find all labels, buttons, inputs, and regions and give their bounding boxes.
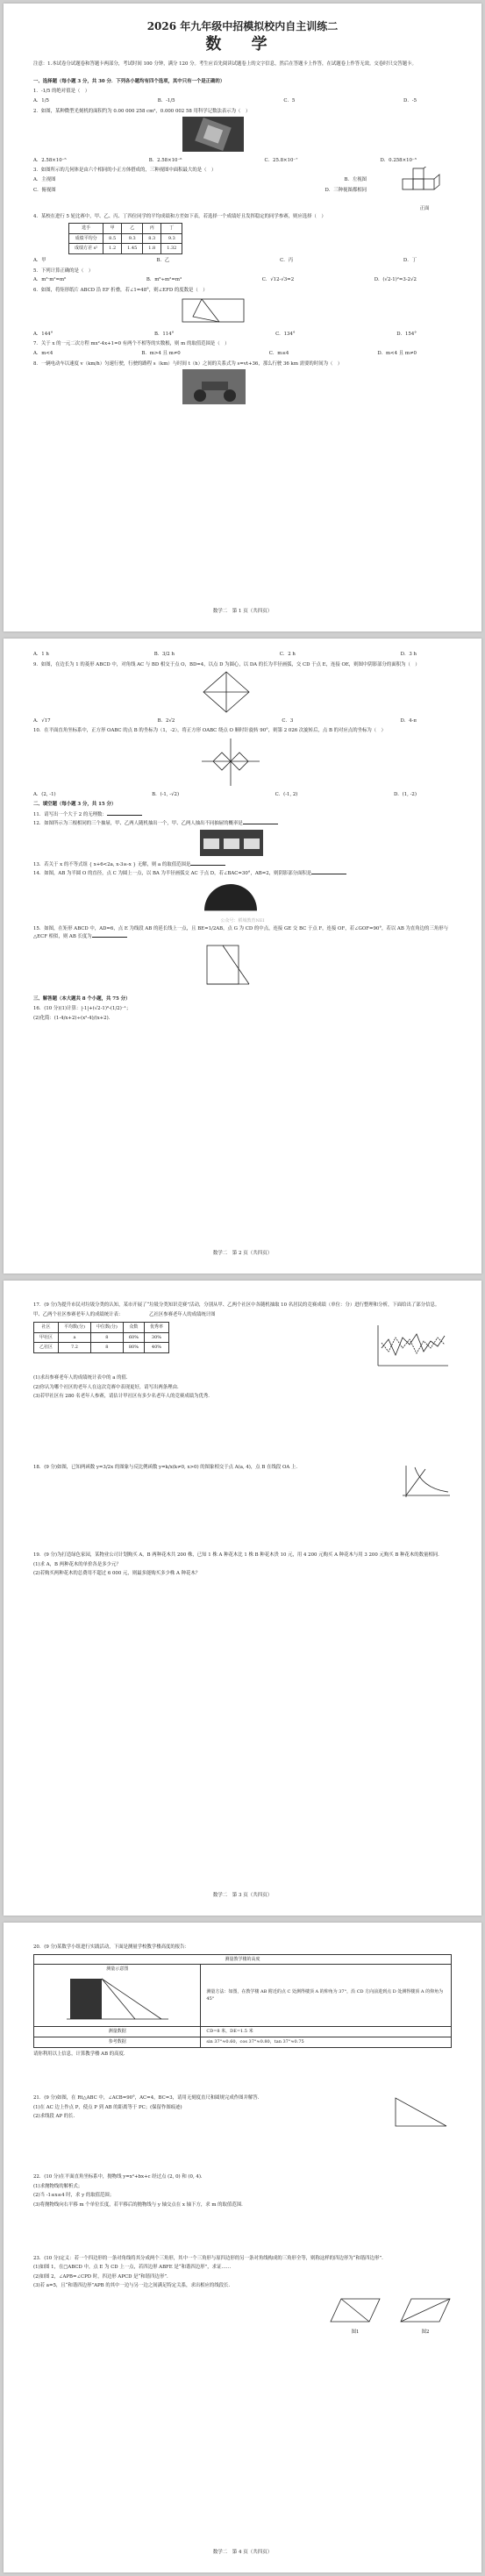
scooter-photo — [182, 369, 246, 404]
q8-options — [33, 651, 452, 659]
table-cell: 7.2 — [59, 1343, 91, 1353]
question-18: 18．(9 分)如图，已知两函数 y=3/2x 的图象与反比例函数 y=k/x(k≠0, x>0) 的图象相交于点 A(a, 4)，点 B 在线段 OA 上． — [33, 1464, 301, 1470]
option: A．m³·m²=m⁶ — [33, 277, 67, 283]
table-cell: 8.5 — [103, 233, 122, 244]
figure-label-2: 图2 — [421, 2329, 430, 2335]
table-cell: 社区 — [34, 1323, 59, 1333]
table-cell: 甲 — [103, 224, 122, 234]
option: C．25.8×10⁻⁷ — [264, 157, 298, 163]
option: A．1 h — [33, 652, 49, 657]
line-chart-figure — [373, 1322, 452, 1371]
report-data-label: 测量数据 — [34, 2027, 201, 2037]
option: C．3 — [282, 717, 294, 724]
table-cell: 选手 — [69, 224, 103, 234]
q17-part-1: (1)求出参赛老年人的成绩统计表中的 a 的值． — [33, 1375, 132, 1381]
question-13: 13．若关于 x 的不等式组 { x+6<2a, x-3≥-x } 无解，则 a 的取值范围是 — [33, 861, 452, 869]
table-cell: 30% — [144, 1332, 168, 1343]
table-cell: 平均数(分) — [59, 1323, 91, 1333]
option: D．0.258×10⁻⁵ — [380, 157, 417, 163]
q22-part-2: (2)当 -1≤x≤4 时，求 y 的取值范围； — [33, 2193, 115, 2199]
q22-part-1: (1)求抛物线的解析式； — [33, 2183, 83, 2189]
option: B．114° — [154, 331, 175, 337]
option: A．√17 — [33, 717, 51, 724]
option: D．3 h — [400, 652, 417, 657]
exam-header: 2026 年九年级中招模拟校内自主训练二 — [146, 20, 339, 32]
section-fill: 二、填空题（每小题 3 分，共 15 分） — [33, 802, 117, 808]
report-table — [33, 1954, 452, 2048]
q23-part-3: (3)若 a=5，且“和谐四边形”APB 的其中一边与另一边之间满足特定关系，求出相应的线段长． — [33, 2283, 233, 2289]
option: A．144° — [33, 331, 53, 337]
cube-figure — [397, 167, 452, 202]
table-cell: 甲社区 — [34, 1332, 59, 1343]
option: C．5 — [283, 97, 296, 103]
question-21: 21．(9 分)如图，在 Rt△ABC 中，∠ACB=90°，AC=4，BC=3，请用无刻度直尺和圆规完成作图并解答． — [33, 2095, 263, 2101]
question-3: 3．如图所示的几何体是由六个相同的小正方体搭成的，三种视图中面积最大的是（ ） — [33, 168, 217, 174]
option: A．2.58×10⁻⁵ — [33, 157, 67, 163]
table-cell: a — [59, 1332, 91, 1343]
front-label: 正面 — [419, 205, 430, 211]
option: B．m>4 且 m≠0 — [141, 351, 181, 357]
table-cell: 8 — [90, 1332, 123, 1343]
option: A．(2, -1) — [33, 791, 56, 797]
q21-part-1: (1)在 AC 边上作点 P，使点 P 到 AB 的距离等于 PC；(保留作图痕迹) — [33, 2104, 182, 2110]
option: C．√12-√3=2 — [261, 277, 295, 283]
drawer-photo — [200, 830, 263, 856]
fold-figure — [174, 296, 253, 327]
option: B．(-1, -√2) — [152, 791, 180, 797]
table-cell: 成绩平均分 — [69, 233, 103, 244]
table-cell: 1.45 — [122, 244, 143, 254]
function-graph-figure — [399, 1464, 452, 1499]
table-cell: 乙社区 — [34, 1343, 59, 1353]
page-footer: 数学二 第 2 页（共四页） — [212, 1251, 273, 1256]
page-footer: 数学二 第 4 页（共四页） — [212, 2550, 273, 2555]
option: C．俯视图 — [33, 187, 56, 193]
q9-options — [33, 717, 452, 725]
rhombus-figure — [200, 670, 253, 714]
square-rotation-figure — [200, 737, 261, 788]
option: B．左视图 — [344, 176, 367, 182]
exam-page-1 — [4, 4, 481, 632]
question-2: 2．如图，某种微型光刻机的面积约为 0.00 000 258 cm²，0.000 002 58 用科学记数法表示为（ ） — [33, 108, 251, 114]
option: C．2 h — [279, 652, 296, 657]
question-17: 17．(9 分)为提升市民对垃圾分类的认知，某市开展了“垃圾分类知识竞赛”活动，分别从甲、乙两个社区中各随机抽取 10 名居民的竞赛成绩（单位：分）进行整理和分析，下面给出了部分信息。 — [33, 1302, 440, 1308]
q20-end: 请你利用以上信息，计算教学楼 AB 的高度． — [33, 2051, 129, 2057]
rectangle-figure — [200, 942, 253, 989]
q17-part-2: (2)你认为哪个社区的老年人在这次竞赛中表现更好，请写出两条理由． — [33, 1384, 182, 1390]
table-cell: 40% — [144, 1343, 168, 1353]
exam-page-4 — [4, 1923, 481, 2572]
q23-part-2: (2)如图 2，∠APB=∠CPD 时，四边形 APCD 是“和谐四边形”． — [33, 2273, 172, 2280]
table-cell: 众数 — [123, 1323, 144, 1333]
table-cell: 1.32 — [161, 244, 182, 254]
section-choice: 一、选择题（每小题 3 分，共 30 分．下列各小题均有四个选项，其中只有一个是正确的） — [33, 78, 225, 84]
q17-info: 甲、乙两个社区参赛老年人的成绩统计表： 乙社区参赛老年人的成绩统计图 — [33, 1311, 216, 1317]
score-table — [68, 223, 182, 254]
question-12: 12．如图所示为三根相同的三个抽屉，甲、乙两人随机抽出一个，甲、乙两人抽出不同抽屉的概率是 — [33, 820, 452, 828]
table-cell: 8 — [90, 1343, 123, 1353]
table-cell: 中位数(分) — [90, 1323, 123, 1333]
table-cell: 8.3 — [143, 233, 161, 244]
option: D．m<4 且 m≠0 — [377, 351, 417, 357]
option: D．(√2-1)²=3-2√2 — [374, 277, 417, 283]
option: D．154° — [396, 331, 417, 337]
question-10: 10．在平面直角坐标系中，正方形 OABC 的点 B 的坐标为（1，-2），将正方形 OABC 绕点 O 顺时针旋转 90°，则第 2 026 次旋转后，点 B 的对应点的坐标为（ ） — [33, 728, 386, 734]
question-5: 5．下列计算正确的是（ ） — [33, 268, 94, 274]
option: B．-1/5 — [157, 97, 175, 103]
q19-part-2: (2)若购买两种花木的总费用不超过 6 000 元，则最多能购买多少株 A 种花木？ — [33, 1571, 201, 1577]
option: D．-5 — [403, 97, 417, 103]
option: B．2√2 — [157, 717, 175, 724]
table-cell: 9.3 — [161, 233, 182, 244]
q21-part-2: (2)求线段 AP 的长． — [33, 2114, 78, 2120]
option: A．1/5 — [33, 97, 49, 103]
report-title: 测量教学楼的高度 — [34, 1954, 452, 1965]
report-data: CD=8 米，DE=1.5 米 — [201, 2027, 452, 2037]
table-cell: 1.8 — [143, 244, 161, 254]
parallelogram-figure-2 — [399, 2295, 452, 2325]
option: A．甲 — [33, 257, 46, 263]
chip-photo — [182, 117, 244, 152]
question-15: 15．如图，在矩形 ABCD 中，AD=6，点 E 为线段 AB 的延长线上一点，且 BE=1/2AB，点 G 为 CD 的中点，连接 GE 交 BC 于点 F，连接 OF，若∠GOF=90°，若以 AB 为直角边的三角形与△ECF 相似，则 AB 长度为 — [33, 925, 449, 939]
section-solve: 三、解答题（本大题共 8 个小题，共 75 分） — [33, 995, 131, 1002]
page-footer: 数学二 第 1 页（共四页） — [212, 609, 273, 614]
table-cell: 丁 — [161, 224, 182, 234]
table-cell: 优秀率 — [144, 1323, 168, 1333]
exam-notice: 注意：1.本试卷分试题卷和答题卡两部分，考试时间 100 分钟，满分 120 分。考生应首先阅读试题卷上的文字信息，然后在答题卡上作答，在试题卷上作答无效。交卷时只交答题卡。 — [33, 61, 417, 68]
community-table — [33, 1322, 169, 1353]
option: D．4-π — [400, 717, 417, 724]
q10-options — [33, 791, 452, 799]
q1-options — [33, 97, 452, 105]
table-cell: 80% — [123, 1343, 144, 1353]
q2-options — [33, 157, 452, 165]
q22-part-3: (3)将抛物线向右平移 m 个单位长度，若平移后的抛物线与 y 轴交点在 x 轴下方，求 m 的取值范围． — [33, 2201, 246, 2208]
question-20: 20．(9 分)某数学小组进行实践活动，下面是测量学校教学楼高度的报告： — [33, 1944, 189, 1950]
option: D．三种视图都相同 — [325, 187, 367, 193]
q17-part-3: (3)若甲社区有 280 名老年人参赛，请估计甲社区有多少名老年人的竞赛成绩为优秀． — [33, 1394, 213, 1400]
q6-options — [33, 331, 452, 339]
table-cell: 1.2 — [103, 244, 122, 254]
triangle-figure — [390, 2094, 452, 2130]
subject-title: 数 学 — [205, 34, 280, 54]
question-6: 6．如图，将矩形纸片 ABCD 沿 EF 折叠，若∠1=48°，则∠EFD 的度数是（ ） — [33, 287, 208, 293]
table-cell: 乙 — [122, 224, 143, 234]
option: B．乙 — [156, 257, 170, 263]
question-16b: (2)化简：(1-4/x+2)÷(x²-4)/(x+2)． — [33, 1015, 114, 1021]
figure-label-1: 图1 — [351, 2329, 360, 2335]
q4-options — [33, 257, 452, 265]
table-cell: 9.3 — [122, 233, 143, 244]
page-footer: 数学二 第 3 页（共四页） — [212, 1893, 273, 1898]
report-diagram-cell — [34, 1965, 201, 2027]
building-figure — [65, 1973, 170, 2023]
option: B．3/2 h — [153, 652, 175, 657]
question-22: 22．(10 分)在平面直角坐标系中，抛物线 y=x²+bx+c 经过点 (2, 0) 和 (0, 4)． — [33, 2174, 206, 2180]
question-14: 14．如图，AB 为半圆 O 的直径，点 C 为圆上一点，以 BA 为半径画弧交 AC 于点 D，若∠BAC=30°，AB=2，则阴影部分面积是 — [33, 870, 452, 878]
report-diagram-label: 测量示意图 — [106, 1966, 129, 1973]
option: C．(-1, 2) — [275, 791, 298, 797]
question-8: 8．一辆电动车以速度 v（km/h）匀速行驶，行驶的路程 s（km）与时间 t（h）之间的关系式为 s=vt+36，那么行驶 36 km 需要的时间为（ ） — [33, 360, 343, 367]
q3-options-b — [33, 187, 375, 195]
option: A．m<4 — [33, 351, 53, 357]
question-9: 9．如图，在边长为 1 的菱形 ABCD 中，对角线 AC 与 BD 相交于点 O，BD=4，以点 D 为圆心，以 DA 的长为半径画弧，交 CD 于点 E，连接 OE，则图中阴影部分的面积为（ ） — [33, 661, 420, 667]
question-7: 7．关于 x 的一元二次方程 mx²-4x+1=0 有两个不相等的实数根，则 m 的取值范围是（ ） — [33, 341, 230, 347]
report-method: 测量方法：如图，在教学楼 AB 附近的点 C 处测得楼顶 A 的仰角为 37°，沿 CD 方向前进到点 D 处测得楼顶 A 的仰角为 45° — [201, 1965, 452, 2027]
option: C．134° — [275, 331, 296, 337]
table-cell: 成绩方差 s² — [69, 244, 103, 254]
question-23: 23．(10 分)定义：若一个四边形的一条对角线将其分成两个三角形，其中一个三角形与原四边形的另一条对角线构成的三角形全等，则称这样的四边形为“和谐四边形”． — [33, 2255, 387, 2261]
question-11: 11．请写出一个大于 2 的无理数： — [33, 811, 452, 819]
q23-part-1: (1)如图 1，在□ABCD 中，点 E 为 CD 上一点，若四边形 ABFE 是“和谐四边形”，求证…… — [33, 2265, 232, 2271]
q3-options-a — [33, 176, 375, 184]
option: D．(1, -2) — [393, 791, 417, 797]
option: A．主视图 — [33, 176, 56, 182]
question-16: 16．(10 分)(1)计算：|-1|+(√2-1)⁰-(1/2)⁻¹； — [33, 1006, 132, 1012]
question-1: 1．-1/5 的绝对值是（ ） — [33, 89, 90, 95]
q7-options — [33, 350, 452, 358]
parallelogram-figure-1 — [329, 2295, 382, 2325]
question-19: 19．(9 分)为打造绿色家园，某物业公司计划购买 A，B 两种花木共 200 株，已知 1 株 A 种花木比 1 株 B 种花木贵 10 元，用 4 200 元购买 A 种花木与用 3 200 元购买 B 种花木的数量相同． — [33, 1552, 443, 1558]
table-cell: 60% — [123, 1332, 144, 1343]
exam-page-3 — [4, 1281, 481, 1916]
option: C．m≤4 — [268, 351, 289, 357]
q5-options — [33, 276, 452, 284]
option: B．2.58×10⁻⁶ — [148, 157, 182, 163]
semicircle-figure — [200, 880, 261, 915]
option: C．丙 — [280, 257, 294, 263]
option: D．丁 — [403, 257, 417, 263]
option: B．m⁶÷m²=m³ — [146, 277, 182, 283]
exam-page-2 — [4, 639, 481, 1274]
q19-part-1: (1)求 A，B 两种花木的单价各是多少元？ — [33, 1561, 121, 1567]
table-cell: 丙 — [143, 224, 161, 234]
report-ref-label: 参考数据 — [34, 2037, 201, 2047]
report-ref: sin 37°≈0.60，cos 37°≈0.80，tan 37°≈0.75 — [201, 2037, 452, 2047]
question-4: 4．某校在进行 5 轮比赛中，甲、乙、丙、丁四位同学的平均成绩和方差如下表，若选择一个成绩好且发挥稳定的同学参赛，则应选择（ ） — [33, 213, 326, 219]
watermark-text: 公众号：稻城教育NEI — [220, 918, 265, 924]
